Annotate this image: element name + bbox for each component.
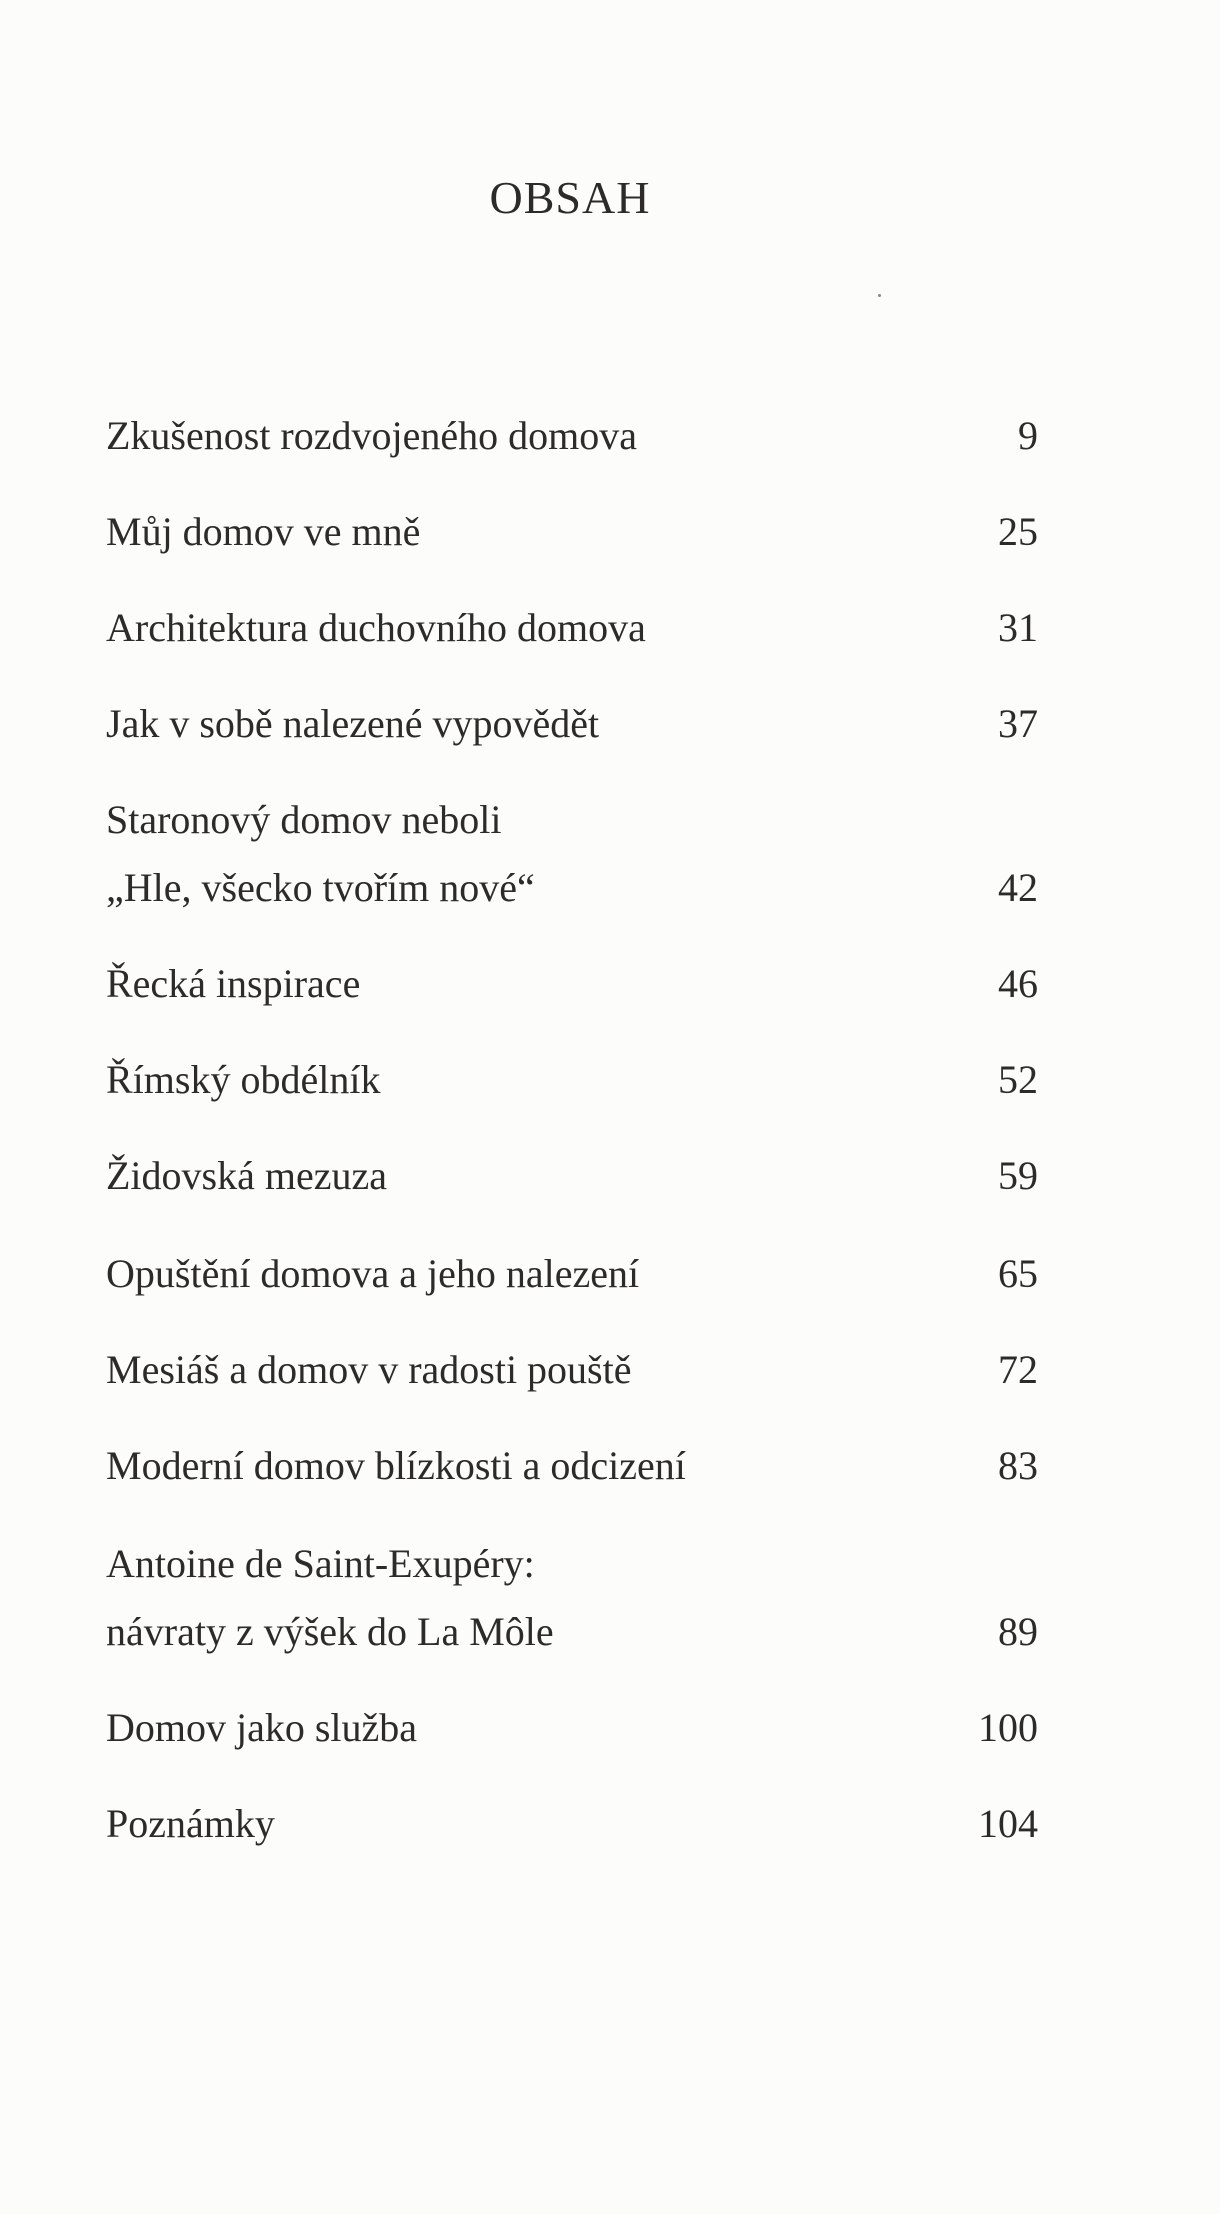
toc-entry (106, 402, 1038, 470)
print-speck (878, 294, 881, 297)
toc-entry-title: Opuštění domova a jeho nalezení (106, 1251, 640, 1296)
toc-entry-page: 42 (998, 865, 1038, 910)
toc-entry (106, 786, 1038, 922)
toc-entry-page: 104 (978, 1801, 1038, 1846)
toc-entry-title: Domov jako služba (106, 1705, 418, 1750)
toc-entry-page: 9 (1018, 413, 1038, 458)
toc-entry-page: 89 (998, 1609, 1038, 1654)
toc-entry-title-line-1: Staronový domov neboli (106, 797, 502, 842)
toc-entry-title-line-2: „Hle, všecko tvořím nové“ (106, 865, 535, 910)
toc-entry-page: 59 (998, 1153, 1038, 1198)
toc-entry-title: Architektura duchovního domova (106, 605, 646, 650)
toc-entry (106, 1046, 1038, 1114)
toc-entry (106, 1530, 1038, 1666)
toc-entry (106, 1790, 1038, 1858)
toc-entry-title: Můj domov ve mně (106, 509, 421, 554)
toc-entry-page: 46 (998, 961, 1038, 1006)
toc-entry-page: 100 (978, 1705, 1038, 1750)
toc-entry-title: Židovská mezuza (106, 1153, 387, 1198)
toc-entry-title: Řecká inspirace (106, 961, 361, 1006)
toc-entry (106, 1240, 1038, 1308)
toc-entry (106, 950, 1038, 1018)
toc-entry-title-line-2: návraty z výšek do La Môle (106, 1609, 554, 1654)
toc-entry-title-line-1: Antoine de Saint-Exupéry: (106, 1541, 535, 1586)
toc-entry-title: Poznámky (106, 1801, 275, 1846)
toc-entry-title: Jak v sobě nalezené vypovědět (106, 701, 600, 746)
toc-entry (106, 1142, 1038, 1210)
toc-entry-page: 37 (998, 701, 1038, 746)
toc-entry-page: 31 (998, 605, 1038, 650)
toc-entry-page: 72 (998, 1347, 1038, 1392)
toc-entry (106, 1336, 1038, 1404)
toc-entry-page: 83 (998, 1443, 1038, 1488)
toc-entry-title: Zkušenost rozdvojeného domova (106, 413, 637, 458)
toc-entry (106, 594, 1038, 662)
toc-entry (106, 1694, 1038, 1762)
toc-entry-page: 65 (998, 1251, 1038, 1296)
toc-heading: OBSAH (489, 172, 651, 223)
toc-entry (106, 690, 1038, 758)
toc-entry-page: 25 (998, 509, 1038, 554)
toc-entry (106, 1432, 1038, 1500)
toc-entry-title: Římský obdélník (106, 1057, 381, 1102)
toc-entry (106, 498, 1038, 566)
toc-entry-title: Mesiáš a domov v radosti pouště (106, 1347, 632, 1392)
toc-entry-page: 52 (998, 1057, 1038, 1102)
toc-entry-title: Moderní domov blízkosti a odcizení (106, 1443, 686, 1488)
